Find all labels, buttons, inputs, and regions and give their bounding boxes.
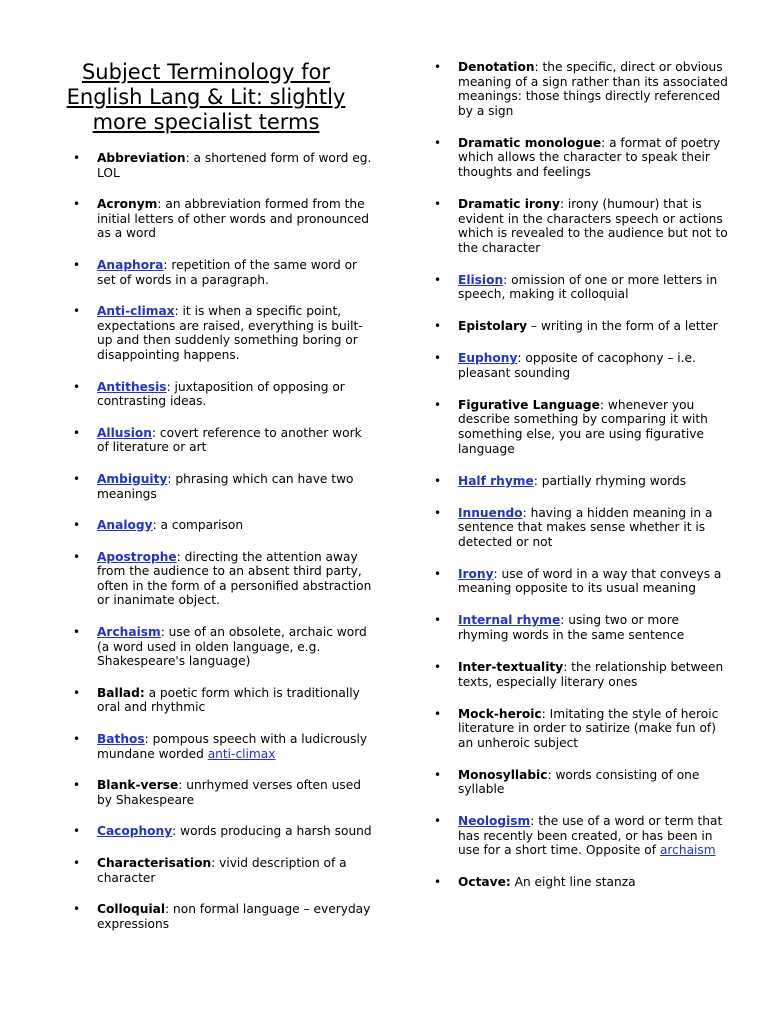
term-list-item (422, 506, 732, 550)
bullet-icon: • (434, 351, 442, 366)
term-link[interactable]: Neologism (458, 814, 531, 829)
term-link[interactable]: Bathos (97, 732, 145, 747)
term-list-item (422, 197, 732, 255)
term-list-item (422, 875, 732, 890)
term-link[interactable]: Internal rhyme (458, 613, 561, 628)
term-definition: : covert reference to another work of literature or art (97, 425, 362, 455)
bullet-icon: • (434, 706, 442, 721)
term-list-item (40, 197, 372, 241)
term-list-item (422, 273, 732, 302)
term-link[interactable]: Elision (458, 272, 504, 287)
term-list-item (422, 136, 732, 180)
term-definition: a poetic form which is traditionally oral and rhythmic (97, 685, 360, 715)
term-definition: : having a hidden meaning in a sentence that makes sense whether it is detected or not (458, 505, 713, 549)
term-list-item (40, 304, 372, 362)
term-definition: : pompous speech with a ludicrously mundane worded (97, 732, 368, 761)
bullet-icon: • (434, 875, 442, 890)
term-definition: : a format of poetry which allows the character to speak their thoughts and feelings (458, 135, 721, 179)
term-list-item (40, 258, 372, 287)
term-definition: : the use of a word or term that has recently been created, or has been in use for a short time. Opposite of (458, 814, 723, 858)
term-definition: : omission of one or more letters in speech, making it colloquial (458, 272, 718, 302)
term-list-item (422, 660, 732, 689)
term-list-item (422, 613, 732, 642)
term-definition: : repetition of the same word or set of words in a paragraph. (97, 257, 358, 287)
term-definition: : the specific, direct or obvious meaning of a sign rather than its associated meanings: those things directly referenced by a sign (458, 60, 728, 118)
left-term-list (40, 151, 372, 931)
bullet-icon: • (434, 60, 442, 74)
term-list-item (422, 474, 732, 489)
term-link[interactable]: Cacophony (97, 824, 173, 839)
term-label: Inter-textuality (458, 659, 564, 674)
bullet-icon: • (73, 856, 81, 870)
term-definition: : non formal language – everyday expressions (97, 902, 371, 931)
term-list-item (422, 768, 732, 797)
bullet-icon: • (73, 824, 81, 839)
bullet-icon: • (434, 272, 442, 287)
term-list-item (40, 732, 372, 761)
term-list-item (40, 778, 372, 807)
term-list-item (422, 351, 732, 380)
bullet-icon: • (73, 257, 81, 272)
term-definition: : opposite of cacophony – i.e. pleasant sounding (458, 351, 696, 380)
term-definition: : juxtaposition of opposing or contrasting ideas. (97, 379, 345, 409)
term-list-item (422, 60, 732, 118)
term-list-item (422, 567, 732, 596)
bullet-icon: • (434, 767, 442, 782)
term-definition: : vivid description of a character (97, 856, 347, 885)
right-term-list (422, 60, 732, 890)
bullet-icon: • (434, 505, 442, 520)
term-link[interactable]: Innuendo (458, 505, 523, 520)
term-link[interactable]: Irony (458, 566, 494, 581)
term-definition: : unrhymed verses often used by Shakespeare (97, 778, 361, 807)
term-label: Mock-heroic (458, 706, 542, 721)
term-list-item (40, 625, 372, 669)
term-link[interactable]: Apostrophe (97, 549, 177, 564)
bullet-icon: • (434, 196, 442, 211)
right-column (422, 0, 732, 907)
term-list-item (40, 426, 372, 455)
term-list-item (40, 550, 372, 608)
term-definition: : using two or more rhyming words in the same sentence (458, 613, 685, 642)
left-column (40, 0, 372, 948)
term-list-item (422, 398, 732, 456)
term-label: Denotation (458, 60, 535, 74)
term-list-item (40, 380, 372, 409)
term-definition: : the relationship between texts, especially literary ones (458, 659, 724, 689)
term-definition: : Imitating the style of heroic literature in order to satirize (make fun of) an unheroic subject (458, 706, 719, 750)
term-definition: : partially rhyming words (533, 473, 687, 488)
term-list-item (40, 151, 372, 180)
term-list-item (40, 902, 372, 931)
term-label: Characterisation (97, 856, 212, 870)
term-list-item (40, 824, 372, 839)
bullet-icon: • (434, 473, 442, 488)
term-definition: : an abbreviation formed from the initial letters of other words and pronounced as a word (97, 197, 370, 241)
bullet-icon: • (434, 397, 442, 412)
term-link[interactable]: Analogy (97, 518, 153, 533)
term-definition: : irony (humour) that is evident in the characters speech or actions which is revealed to the audience but not to the character (458, 196, 728, 255)
term-link[interactable]: Archaism (97, 625, 161, 640)
bullet-icon: • (73, 732, 81, 747)
term-label: Ballad: (97, 685, 145, 700)
term-definition: – writing in the form of a letter (527, 319, 718, 334)
term-definition: : a comparison (152, 518, 244, 533)
bullet-icon: • (73, 304, 81, 319)
bullet-icon: • (73, 902, 81, 917)
term-list-item (40, 518, 372, 533)
term-label: Colloquial (97, 902, 166, 917)
term-link[interactable]: Ambiguity (97, 471, 168, 486)
term-label: Dramatic irony (458, 196, 560, 211)
bullet-icon: • (73, 425, 81, 440)
term-list-item (422, 707, 732, 751)
term-label: Octave: (458, 875, 511, 890)
bullet-icon: • (73, 778, 81, 793)
term-list-item (422, 319, 732, 334)
term-label: Acronym (97, 197, 158, 212)
term-label: Epistolary (458, 319, 528, 334)
term-link[interactable]: Antithesis (97, 379, 167, 394)
term-link[interactable]: Anti-climax (97, 304, 175, 319)
term-label: Monosyllabic (458, 767, 548, 782)
bullet-icon: • (434, 566, 442, 581)
term-link[interactable]: Half rhyme (458, 473, 534, 488)
bullet-icon: • (73, 518, 81, 533)
term-list-item (40, 472, 372, 501)
term-definition: : use of word in a way that conveys a meaning opposite to its usual meaning (458, 566, 722, 596)
bullet-icon: • (73, 151, 81, 165)
term-definition: An eight line stanza (510, 875, 636, 890)
term-list-item (422, 814, 732, 858)
bullet-icon: • (434, 659, 442, 674)
term-definition: : words producing a harsh sound (172, 824, 372, 839)
page-title: Subject Terminology for English Lang & Lit: slightly more specialist terms (66, 60, 346, 134)
term-definition: : it is when a specific point, expectations are raised, everything is built-up and then suddenly something boring or disappointing happens. (97, 304, 363, 362)
bullet-icon: • (434, 814, 442, 829)
bullet-icon: • (434, 135, 442, 150)
term-definition: : directing the attention away from the audience to an absent third party, often in the form of a personified abstraction or inanimate object. (97, 549, 372, 608)
cross-reference-link[interactable]: anti-climax (207, 746, 276, 761)
term-definition: : words consisting of one syllable (458, 767, 700, 797)
bullet-icon: • (73, 549, 81, 564)
bullet-icon: • (434, 613, 442, 628)
term-link[interactable]: Allusion (97, 425, 152, 440)
term-label: Blank-verse (97, 778, 179, 793)
term-definition: : phrasing which can have two meanings (97, 471, 354, 501)
term-definition: : whenever you describe something by comparing it with something else, you are using figurative language (458, 397, 708, 456)
bullet-icon: • (73, 379, 81, 394)
term-label: Dramatic monologue (458, 135, 602, 150)
bullet-icon: • (73, 471, 81, 486)
term-list-item (40, 856, 372, 885)
term-list-item (40, 686, 372, 715)
bullet-icon: • (434, 319, 442, 334)
bullet-icon: • (73, 685, 81, 700)
bullet-icon: • (73, 625, 81, 640)
term-definition: : a shortened form of word eg. LOL (97, 151, 372, 180)
term-definition: : use of an obsolete, archaic word (a word used in olden language, e.g. Shakespeare's language) (97, 625, 367, 669)
term-label: Figurative Language (458, 397, 600, 412)
cross-reference-link[interactable]: archaism (659, 843, 716, 858)
term-link[interactable]: Euphony (458, 351, 518, 366)
term-link[interactable]: Anaphora (97, 257, 164, 272)
term-label: Abbreviation (97, 151, 186, 165)
bullet-icon: • (73, 197, 81, 212)
